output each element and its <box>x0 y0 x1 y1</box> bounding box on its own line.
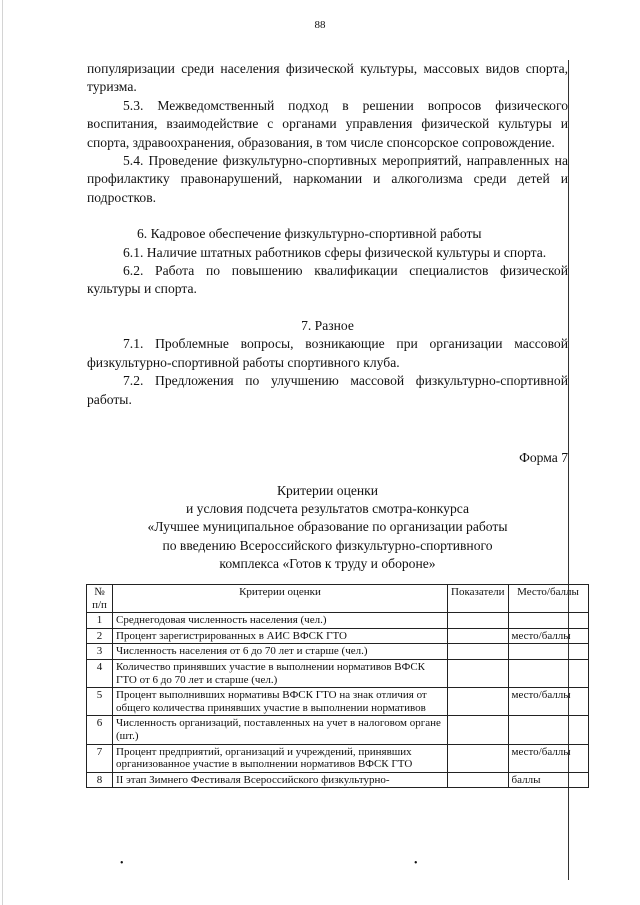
table-row <box>87 744 589 772</box>
table-cell: 4 <box>87 659 113 687</box>
section-heading: 6. Кадровое обеспечение физкультурно-спортивной работы <box>137 226 482 242</box>
paragraph: 5.4. Проведение физкультурно-спортивных мероприятий, направленных на профилактику правонарушений, наркомании и алкоголизма среди детей и подростков. <box>87 153 568 205</box>
table-row <box>87 613 589 629</box>
table-row <box>87 628 589 644</box>
title-line: Критерии оценки <box>276 483 379 498</box>
paragraph: 5.3. Межведомственный подход в решении вопросов физического воспитания, взаимодействие с органами управления физической культуры и спорта, здравоохранения, образования, в том числе спонсорское сопровождение. <box>87 97 568 150</box>
table-cell <box>448 772 509 788</box>
table-cell: баллы <box>508 772 588 788</box>
column-header: № п/п <box>87 585 113 613</box>
table-row <box>87 659 589 687</box>
table-cell <box>448 716 509 744</box>
table-cell: Численность населения от 6 до 70 лет и старше (чел.) <box>113 644 448 660</box>
table-cell: 8 <box>87 772 113 788</box>
table-cell: Процент выполнивших нормативы ВФСК ГТО на знак отличия от общего количества принявших участие в выполнении нормативов <box>113 688 448 716</box>
table-cell: Количество принявших участие в выполнении нормативов ВФСК ГТО от 6 до 70 лет и старше (чел.) <box>113 659 448 687</box>
table-cell <box>508 644 588 660</box>
scan-edge <box>2 0 3 905</box>
table-cell <box>448 644 509 660</box>
table-cell <box>508 659 588 687</box>
table-cell: Процент предприятий, организаций и учреждений, принявших организованное участие в выполнении нормативов ВФСК ГТО <box>113 744 448 772</box>
paragraph: 6.1. Наличие штатных работников сферы физической культуры и спорта. <box>123 244 547 260</box>
title-line: «Лучшее муниципальное образование по организации работы <box>147 519 508 535</box>
table-cell: 5 <box>87 688 113 716</box>
table-cell: Процент зарегистрированных в АИС ВФСК ГТО <box>113 628 448 644</box>
section-heading: 7. Разное <box>301 317 354 333</box>
title-line: по введению Всероссийского физкультурно-спортивного <box>162 537 493 553</box>
table-row <box>87 644 589 660</box>
table-cell: 3 <box>87 644 113 660</box>
paragraph: 7.1. Проблемные вопросы, возникающие при организации массовой физкультурно-спортивной работы спортивного клуба. <box>87 336 568 370</box>
table-row <box>87 716 589 744</box>
table-cell: 7 <box>87 744 113 772</box>
table-row <box>87 688 589 716</box>
footer-mark: • <box>120 858 124 869</box>
column-header: Показатели <box>448 585 509 613</box>
page-number: 88 <box>314 19 326 31</box>
table-cell: Численность организаций, поставленных на учет в налоговом органе (шт.) <box>113 716 448 744</box>
table-cell <box>448 744 509 772</box>
table-cell: место/баллы <box>508 688 588 716</box>
column-header: Критерии оценки <box>113 585 448 613</box>
paragraph: популяризации среди населения физической культуры, массовых видов спорта, туризма. <box>87 61 568 95</box>
table-cell <box>448 628 509 644</box>
table-cell: 1 <box>87 613 113 629</box>
table-cell: место/баллы <box>508 744 588 772</box>
table-cell: II этап Зимнего Фестиваля Всероссийского физкультурно- <box>113 772 448 788</box>
criteria-table <box>86 584 589 788</box>
table-cell: 2 <box>87 628 113 644</box>
paragraph: 7.2. Предложения по улучшению массовой физкультурно-спортивной работы. <box>87 373 568 407</box>
table-row <box>87 772 589 788</box>
table-cell <box>508 716 588 744</box>
footer-mark: • <box>414 858 418 869</box>
column-header: Место/баллы <box>508 585 588 613</box>
table-cell <box>448 688 509 716</box>
table-header-row <box>87 585 589 613</box>
form-label: Форма 7 <box>519 450 568 465</box>
table-cell: Среднегодовая численность населения (чел.) <box>113 613 448 629</box>
criteria-title <box>87 482 568 573</box>
paragraph: 6.2. Работа по повышению квалификации специалистов физической культуры и спорта. <box>87 263 568 297</box>
body-text <box>87 60 568 409</box>
table-cell <box>448 659 509 687</box>
title-line: комплекса «Готов к труду и обороне» <box>219 555 436 571</box>
table-cell: 6 <box>87 716 113 744</box>
table-cell: место/баллы <box>508 628 588 644</box>
title-line: и условия подсчета результатов смотра-конкурса <box>185 501 470 517</box>
table-cell <box>508 613 588 629</box>
table-cell <box>448 613 509 629</box>
